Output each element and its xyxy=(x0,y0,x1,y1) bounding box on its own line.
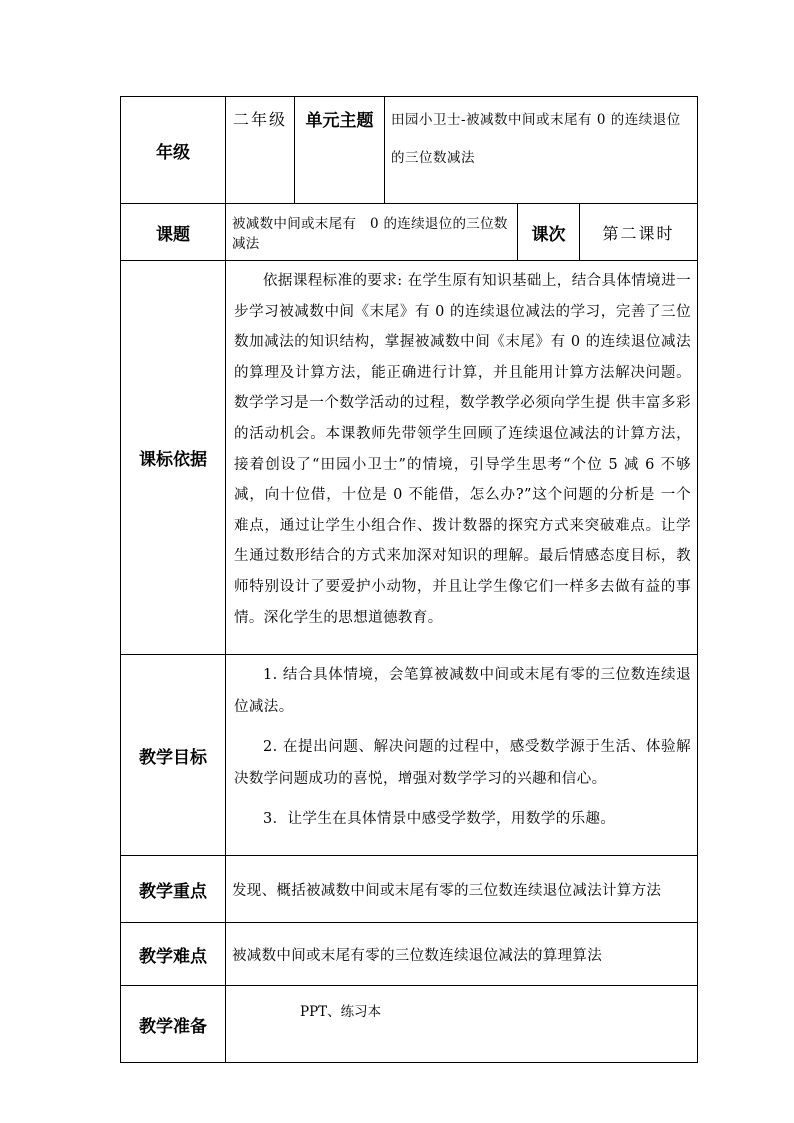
lesson-no-value: 第二课时 xyxy=(580,204,698,261)
unit-theme-value: 田园小卫士-被减数中间或末尾有 0 的连续退位的三位数减法 xyxy=(385,97,698,204)
goal-item-2: 2. 在提出问题、解决问题的过程中，感受数学源于生活、体验解决数学问题成功的喜悦，增强对数学学习的兴趣和信心。 xyxy=(234,739,692,787)
difficulty-label: 教学难点 xyxy=(121,923,226,986)
row-topic xyxy=(121,204,698,261)
prep-label: 教学准备 xyxy=(121,986,226,1063)
grade-label: 年级 xyxy=(121,97,226,204)
row-goals xyxy=(121,655,698,856)
row-key-points xyxy=(121,856,698,923)
basis-text: 依据课程标准的要求: 在学生原有知识基础上，结合具体情境进一步学习被减数中间《末尾》有 0 的连续退位减法的学习，完善了三位数加减法的知识结构，掌握被减数中间《末尾》有 0 的连续退位减法的算理及计算方法，能正确进行计算，并且能用计算方法解决问题。数学学习是一个数学活动的过程，数学教学必须向学生提 供丰富多彩的活动机会。本课教师先带领学生回顾了连续退位减法的计算方法，接着创设了“田园小卫士”的情境，引导学生思考“个位 5 减 6 不够减，向十位借，十位是 0 不能借，怎么办?”这个问题的分析是 一个难点，通过让学生小组合作、拨计数器的探究方式来突破难点。让学生通过数形结合的方式来加深对知识的理解。最后情感态度目标，教师特别设计了要爱护小动物，并且让学生像它们一样多去做有益的事情。深化学生的思想道德教育。 xyxy=(226,261,698,655)
difficulty-value: 被减数中间或末尾有零的三位数连续退位减法的算理算法 xyxy=(226,923,698,986)
goals-label: 教学目标 xyxy=(121,655,226,856)
goal-item-3: 3．让学生在具体情景中感受学数学，用数学的乐趣。 xyxy=(263,811,616,827)
unit-theme-label: 单元主题 xyxy=(295,97,385,204)
goals-list xyxy=(226,655,698,856)
grade-value: 二年级 xyxy=(226,97,295,204)
lesson-no-label: 课次 xyxy=(518,204,580,261)
key-points-value: 发现、概括被减数中间或末尾有零的三位数连续退位减法计算方法 xyxy=(226,856,698,923)
prep-value: PPT、练习本 xyxy=(226,986,698,1063)
topic-value: 被减数中间或末尾有 0 的连续退位的三位数减法 xyxy=(226,204,518,261)
row-grade xyxy=(121,97,698,204)
key-points-label: 教学重点 xyxy=(121,856,226,923)
row-difficulty xyxy=(121,923,698,986)
lesson-plan-table xyxy=(120,96,698,1063)
topic-label: 课题 xyxy=(121,204,226,261)
row-prep xyxy=(121,986,698,1063)
goal-item-1: 1. 结合具体情境，会笔算被减数中间或末尾有零的三位数连续退位减法。 xyxy=(234,667,692,715)
row-basis xyxy=(121,261,698,655)
basis-label: 课标依据 xyxy=(121,261,226,655)
